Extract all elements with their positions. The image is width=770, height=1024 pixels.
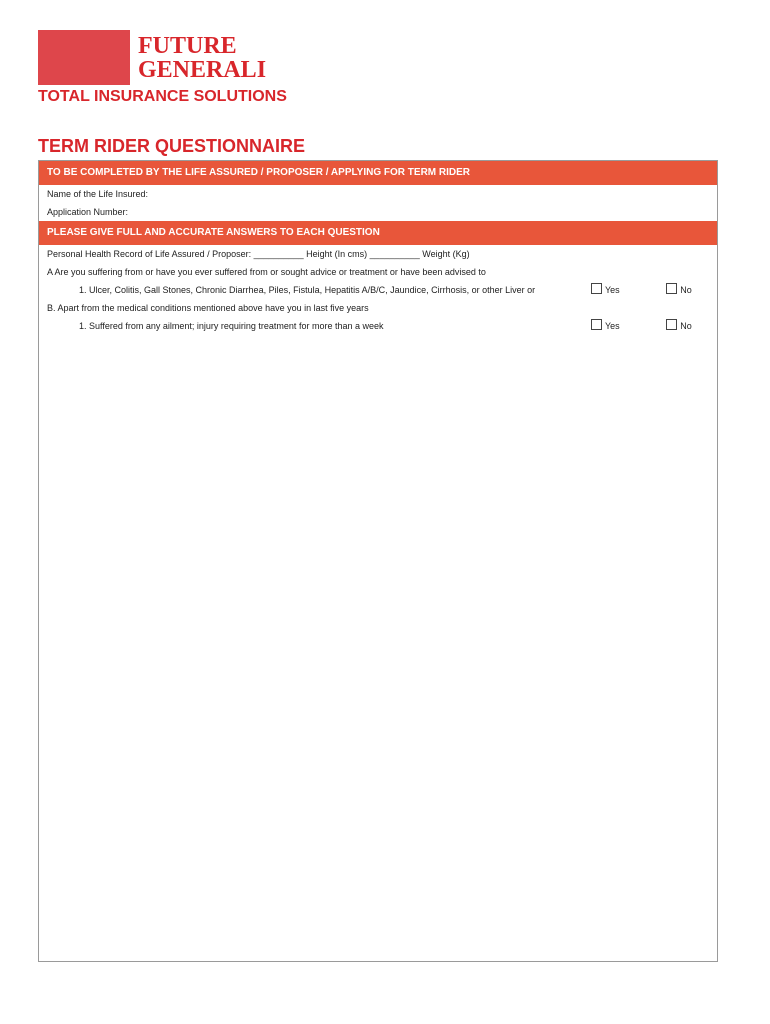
lion-logo-icon bbox=[38, 30, 130, 85]
yes-no-pair bbox=[591, 281, 692, 299]
section1-header: TO BE COMPLETED BY THE LIFE ASSURED / PROPOSER / APPLYING FOR TERM RIDER bbox=[39, 161, 717, 185]
question-a: A Are you suffering from or have you ever suffered from or sought advice or treatment or have been advised to bbox=[47, 267, 486, 277]
question-text: 1. Ulcer, Colitis, Gall Stones, Chronic Diarrhea, Piles, Fistula, Hepatitis A/B/C, Jaundice, Cirrhosis, or other Liver or bbox=[79, 285, 536, 295]
question-text: 1. Suffered from any ailment; injury requiring treatment for more than a week bbox=[79, 321, 384, 331]
yes-checkbox[interactable] bbox=[591, 319, 602, 330]
name-label: Name of the Life Insured: bbox=[47, 189, 149, 199]
yes-checkbox[interactable] bbox=[591, 283, 602, 294]
brand-name: FUTURE GENERALI bbox=[138, 33, 267, 83]
yes-no-pair bbox=[591, 317, 692, 335]
health-line: Personal Health Record of Life Assured / Proposer: __________ Height (In cms) __________ Weight (Kg) bbox=[47, 249, 470, 259]
page-title: TERM RIDER QUESTIONNAIRE bbox=[38, 136, 306, 156]
yes-label: Yes bbox=[605, 321, 620, 331]
no-checkbox[interactable] bbox=[666, 319, 677, 330]
brand bbox=[38, 30, 298, 105]
no-label: No bbox=[680, 285, 692, 295]
section2-header: PLEASE GIVE FULL AND ACCURATE ANSWERS TO EACH QUESTION bbox=[39, 221, 717, 245]
question-a1 bbox=[39, 281, 717, 299]
no-checkbox[interactable] bbox=[666, 283, 677, 294]
brand-tagline: TOTAL INSURANCE SOLUTIONS bbox=[38, 88, 287, 105]
questionnaire bbox=[38, 160, 718, 962]
question-b1 bbox=[39, 317, 717, 335]
no-label: No bbox=[680, 321, 692, 331]
yes-label: Yes bbox=[605, 285, 620, 295]
app-label: Application Number: bbox=[47, 207, 129, 217]
question-b: B. Apart from the medical conditions mentioned above have you in last five years bbox=[47, 303, 369, 313]
